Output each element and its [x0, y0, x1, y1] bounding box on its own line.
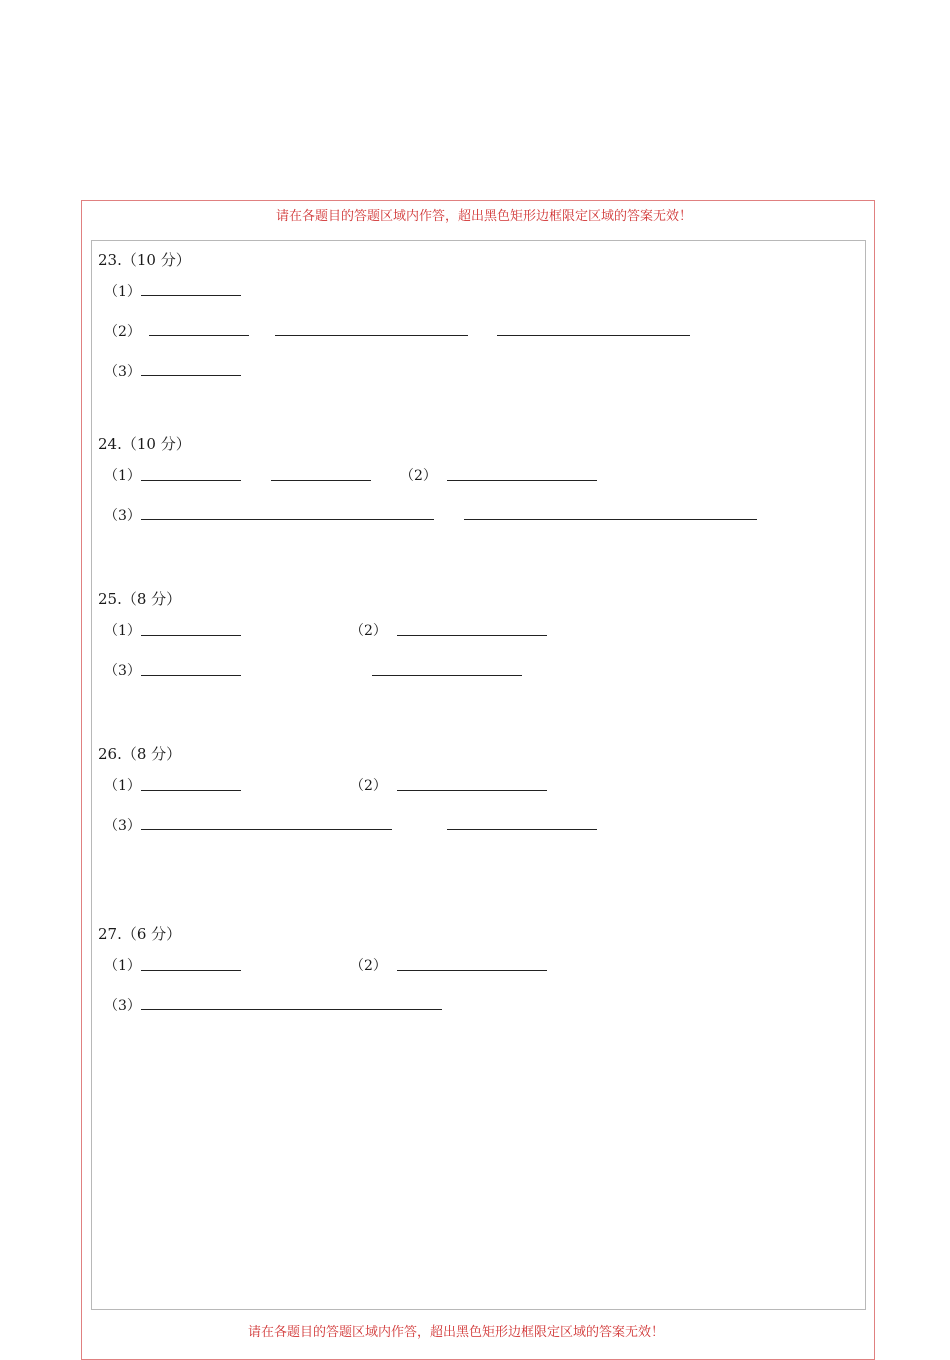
q24-part-3-blank-a[interactable]	[141, 519, 434, 520]
q26-part-3-blank-b[interactable]	[447, 829, 597, 830]
q23-part-1-label: （1）	[104, 284, 141, 300]
q23-part-2-label: （2）	[104, 324, 141, 340]
q26-part-2-label: （2）	[350, 778, 387, 794]
question-24-title: 24.（10 分）	[98, 435, 191, 453]
q24-part-2-blank[interactable]	[447, 480, 597, 481]
q24-part-2-label: （2）	[400, 468, 437, 484]
q23-part-3-label: （3）	[104, 364, 141, 380]
q24-part-1-blank-a[interactable]	[141, 480, 241, 481]
q26-part-1-label: （1）	[104, 778, 141, 794]
question-27-title: 27.（6 分）	[98, 925, 182, 943]
question-26-title: 26.（8 分）	[98, 745, 182, 763]
q24-part-1-blank-b[interactable]	[271, 480, 371, 481]
q25-part-3-label: （3）	[104, 663, 141, 679]
q24-part-3-blank-b[interactable]	[464, 519, 757, 520]
answer-area-inner-border	[91, 240, 866, 1310]
q25-part-1-label: （1）	[104, 623, 141, 639]
q26-part-1-blank[interactable]	[141, 790, 241, 791]
q23-part-1-blank[interactable]	[141, 295, 241, 296]
q27-part-2-label: （2）	[350, 958, 387, 974]
q23-part-2-blank-b[interactable]	[275, 335, 468, 336]
q25-part-2-blank[interactable]	[397, 635, 547, 636]
q24-part-3-label: （3）	[104, 508, 141, 524]
q26-part-3-label: （3）	[104, 818, 141, 834]
question-25-title: 25.（8 分）	[98, 590, 182, 608]
q25-part-3-blank-a[interactable]	[141, 675, 241, 676]
warning-text-bottom: 请在各题目的答题区域内作答，超出黑色矩形边框限定区域的答案无效！	[248, 1325, 665, 1340]
q23-part-3-blank[interactable]	[141, 375, 241, 376]
q25-part-1-blank[interactable]	[141, 635, 241, 636]
q25-part-3-blank-b[interactable]	[372, 675, 522, 676]
q24-part-1-label: （1）	[104, 468, 141, 484]
q23-part-2-blank-c[interactable]	[497, 335, 690, 336]
warning-text-top: 请在各题目的答题区域内作答，超出黑色矩形边框限定区域的答案无效！	[276, 209, 693, 224]
q27-part-1-label: （1）	[104, 958, 141, 974]
question-23-title: 23.（10 分）	[98, 251, 191, 269]
q23-part-2-blank-a[interactable]	[149, 335, 249, 336]
q26-part-2-blank[interactable]	[397, 790, 547, 791]
q26-part-3-blank-a[interactable]	[141, 829, 392, 830]
q27-part-1-blank[interactable]	[141, 970, 241, 971]
q27-part-3-label: （3）	[104, 998, 141, 1014]
q25-part-2-label: （2）	[350, 623, 387, 639]
q27-part-3-blank[interactable]	[141, 1009, 442, 1010]
q27-part-2-blank[interactable]	[397, 970, 547, 971]
